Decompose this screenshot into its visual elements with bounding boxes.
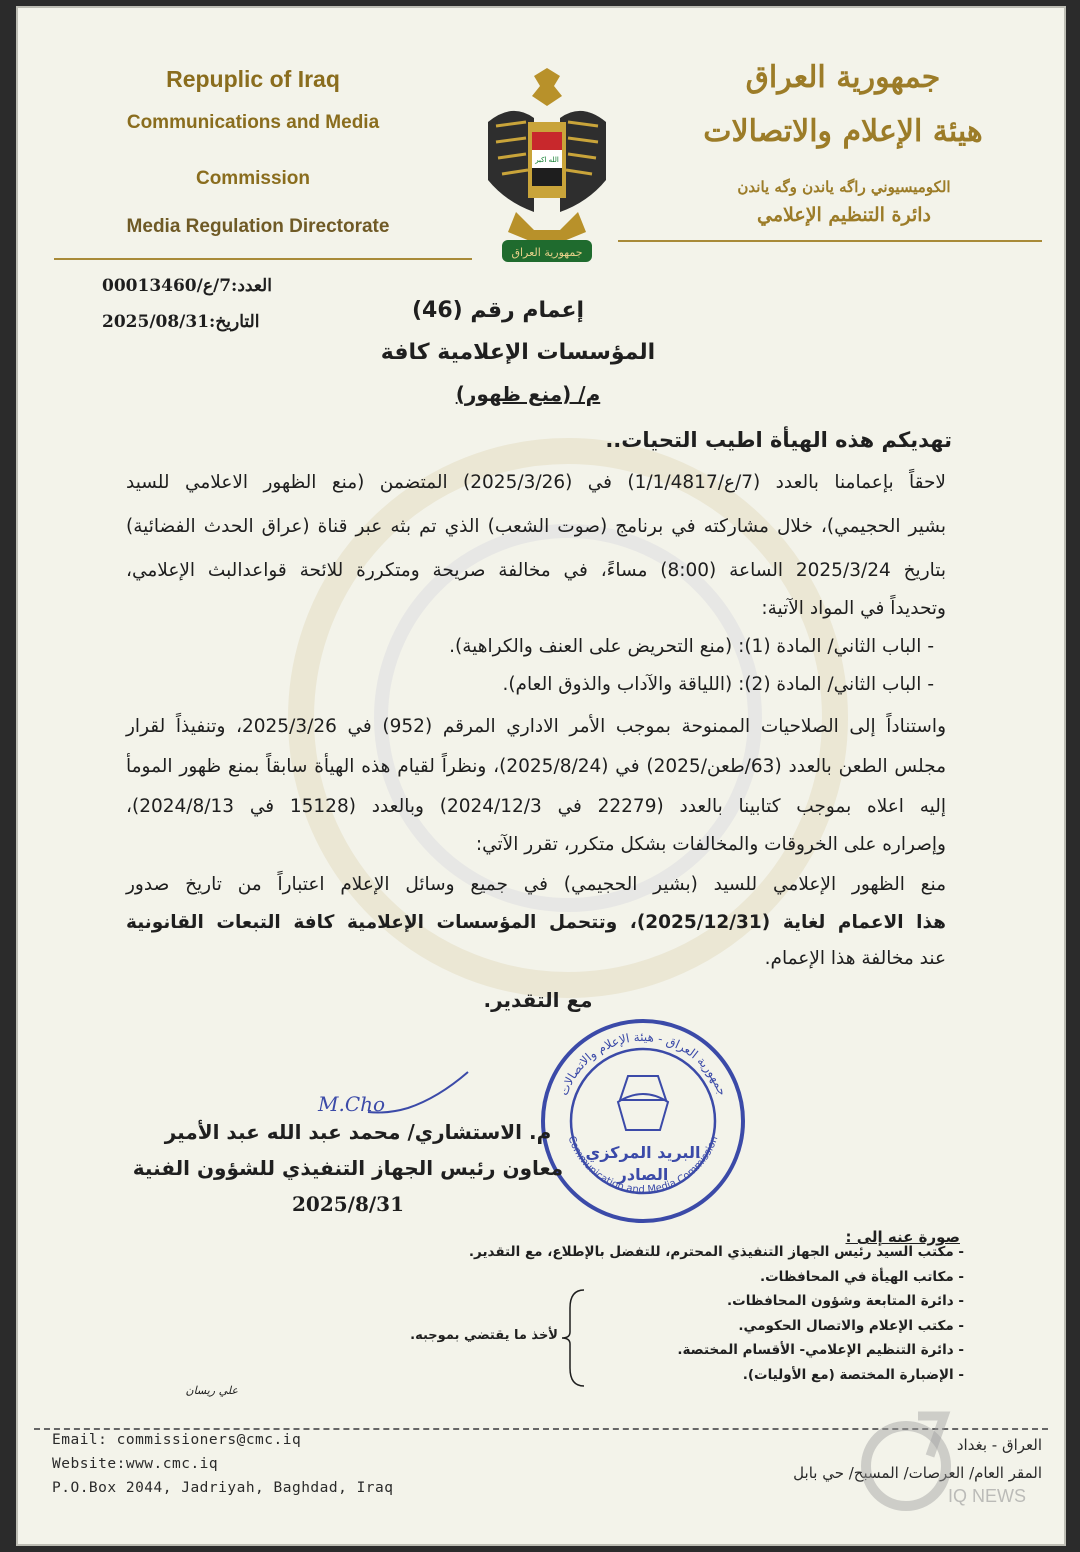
reference-date-label: التاريخ:: [209, 312, 260, 332]
header-en-commission-2: Commission: [195, 168, 311, 189]
svg-text:البريد المركزي: البريد المركزي: [585, 1143, 701, 1162]
document-page: [18, 8, 1064, 1544]
header-ar-commission: هيئة الإعلام والاتصالات: [703, 114, 983, 149]
header-rule-left: [54, 258, 472, 260]
cc-item: - مكتب السيد رئيس الجهاز التنفيذي المحترم، للتفضل بالإطلاع، مع التقدير.: [468, 1244, 964, 1260]
cc-heading: صورة عنه إلى :: [845, 1228, 960, 1246]
signatory-title: معاون رئيس الجهاز التنفيذي للشؤون الفنية: [132, 1156, 564, 1180]
reference-number: [102, 276, 302, 296]
header-en-country: Repuplic of Iraq: [166, 66, 340, 92]
subject-line: م/ (منع ظهور): [455, 382, 601, 406]
reference-date: [102, 312, 302, 332]
body-p2-line4: وإصراره على الخروقات والمخالفات بشكل متكرر، تقرر الآتي:: [475, 834, 946, 855]
header-ar-directorate: دائرة التنظيم الإعلامي: [757, 204, 931, 226]
signatory-name: م. الاستشاري/ محمد عبد الله عبد الأمير: [164, 1120, 552, 1144]
footer-pobox: P.O.Box 2044, Jadriyah, Baghdad, Iraq: [52, 1480, 394, 1496]
body-p3-line3: عند مخالفة هذا الإعمام.: [764, 948, 946, 969]
footer-address-street: المقر العام/ العرصات/ المسبح/ حي بابل: [793, 1464, 1042, 1482]
typist-initials: علي ريسان: [185, 1384, 238, 1397]
body-p1-line2: بشير الحجيمي)، خلال مشاركته في برنامج (صوت الشعب) الذي تم بثه عبر قناة (عراق الحدث الفضائية): [126, 516, 946, 537]
header-rule-right: [618, 240, 1042, 242]
cc-bracket: [558, 1288, 588, 1388]
closing-regards: مع التقدير.: [483, 988, 593, 1012]
body-p1-line4: وتحديداً في المواد الآتية:: [761, 598, 946, 619]
svg-text:الصادر: الصادر: [617, 1165, 669, 1184]
body-p1-line1: لاحقاً بإعمامنا بالعدد (7/ع/1/1/4817) في (2025/3/26) المتضمن (منع الظهور الاعلامي للسيد: [126, 472, 946, 493]
body-p2-line2: مجلس الطعن بالعدد (63/طعن/2025) في (2025/8/24)، ونظراً لقيام هذه الهيأة سابقاً بمنع ظهور المومأ: [126, 756, 946, 777]
header-en-directorate: Media Regulation Directorate: [126, 216, 390, 237]
body-p3-line1: منع الظهور الإعلامي للسيد (بشير الحجيمي) في جميع وسائل الإعلام اعتباراً من تاريخ صدور: [126, 874, 946, 895]
cc-list: [404, 1244, 964, 1391]
svg-text:الله اكبر: الله اكبر: [535, 156, 559, 164]
svg-text:جمهورية العراق - هيئة الإعلام: جمهورية العراق - هيئة الإعلام والاتصالات: [556, 1029, 730, 1098]
reference-number-value: 00013460: [102, 276, 197, 296]
body-p2-line1: واستناداً إلى الصلاحيات الممنوحة بموجب الأمر الاداري المرقم (952) في 2025/3/26، وتنفيذاً لقرار: [126, 716, 947, 737]
footer-address-city: العراق - بغداد: [956, 1436, 1042, 1454]
reference-date-value: 2025/08/31: [102, 312, 210, 332]
svg-text:جمهورية العراق: جمهورية العراق: [511, 246, 583, 259]
body-p3-line2: هذا الاعمام لغاية (2025/12/31)، وتتحمل المؤسسات الإعلامية كافة التبعات القانونية: [126, 912, 947, 933]
reference-number-label: العدد:7/ع/: [196, 276, 272, 296]
cc-item: - مكاتب الهيأة في المحافظات.: [759, 1268, 964, 1285]
cc-item: - مكتب الإعلام والاتصال الحكومي.: [738, 1317, 964, 1334]
iq-news-logo: [856, 1406, 956, 1526]
recipients-line: المؤسسات الإعلامية كافة: [380, 340, 656, 365]
header-ar-country: جمهورية العراق: [745, 60, 941, 95]
header-en-commission: Communications and Media: [126, 112, 380, 133]
header-ar-kurdish: الكوميسيوني راگه ياندن وگه ياندن: [737, 178, 951, 196]
body-item2: - الباب الثاني/ المادة (2): (اللياقة والآداب والذوق العام).: [502, 674, 934, 695]
body-item1: - الباب الثاني/ المادة (1): (منع التحريض على العنف والكراهية).: [449, 636, 934, 657]
circular-number: إعمام رقم (46): [411, 298, 585, 323]
body-p1-line3: بتاريخ 2025/3/24 الساعة (8:00) مساءً، في مخالفة صريحة ومتكررة للائحة قواعدالبث الإعلامي،: [126, 560, 946, 581]
cc-item: - دائرة المتابعة وشؤون المحافظات.: [727, 1293, 964, 1309]
signature-initials: M.Cho: [318, 1092, 386, 1116]
signature-date: 2025/8/31: [291, 1192, 405, 1216]
iraq-eagle-emblem: [476, 62, 618, 272]
official-stamp: [538, 1016, 748, 1226]
greeting: تهديكم هذه الهيأة اطيب التحيات..: [605, 428, 952, 452]
cc-bracket-note: لأخذ ما يقتضي بموجبه.: [410, 1328, 558, 1343]
svg-text:Communication and Media Commis: Communication and Media Commission: [565, 1134, 721, 1196]
cc-item: - دائرة التنظيم الإعلامي- الأقسام المختصة.: [677, 1342, 964, 1358]
body-p2-line3: إليه اعلاه بموجب كتابينا بالعدد (22279 في 2024/12/3) وبالعدد (15128 في 2024/8/13)،: [126, 796, 946, 817]
footer-email: Email: commissioners@cmc.iq: [52, 1432, 302, 1448]
footer-website: Website:www.cmc.iq: [52, 1456, 219, 1472]
iq-news-watermark: IQ NEWS: [948, 1486, 1027, 1506]
cc-item: - الإضبارة المختصة (مع الأوليات).: [742, 1366, 964, 1383]
